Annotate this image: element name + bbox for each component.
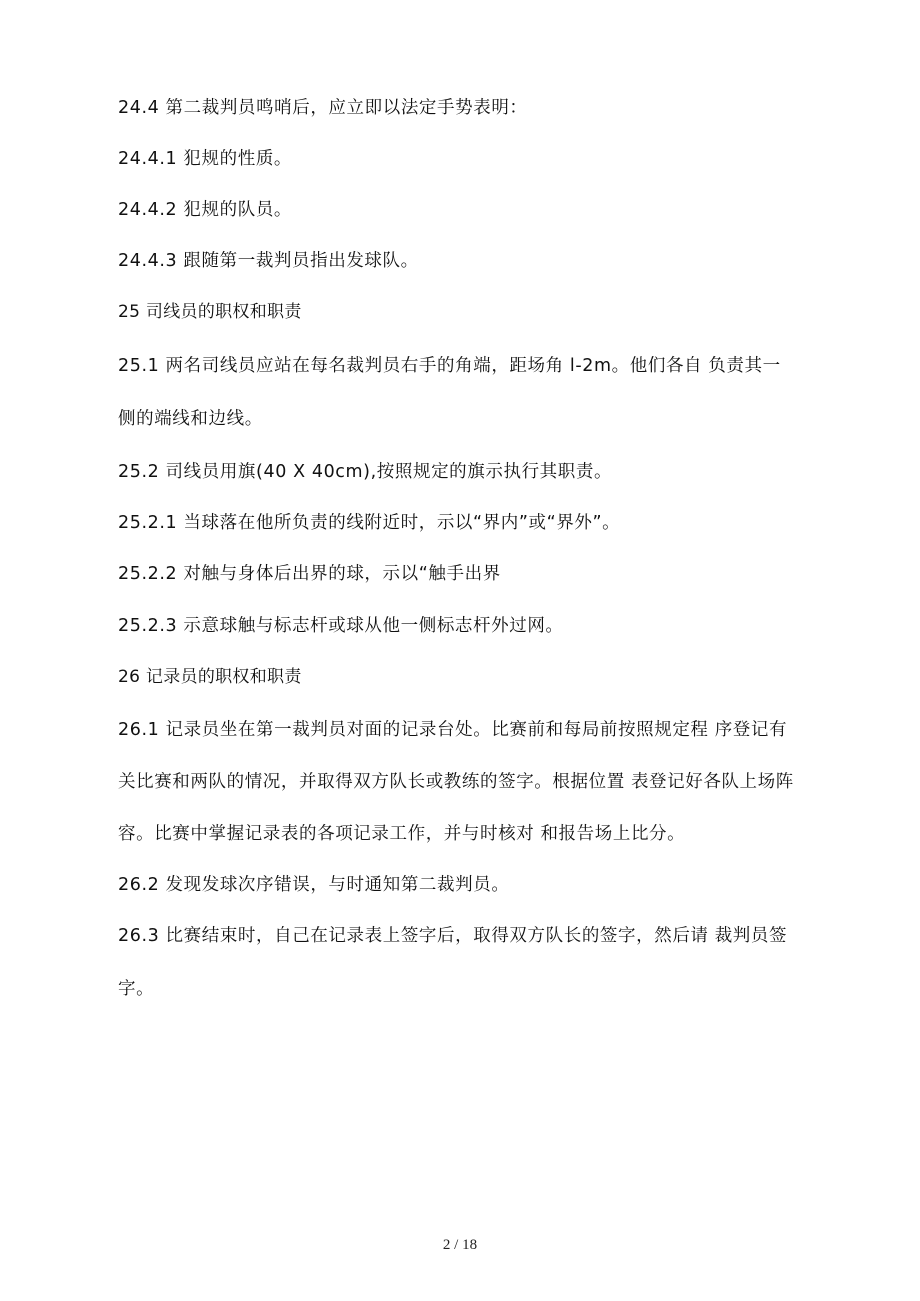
section-heading-26: 26 记录员的职权和职责 bbox=[118, 667, 302, 687]
text-line-25-2-1: 25.2.1 当球落在他所负责的线附近时，示以“界内”或“界外”。 bbox=[118, 513, 621, 533]
text-line-25-2-3: 25.2.3 示意球触与标志杆或球从他一侧标志杆外过网。 bbox=[118, 616, 564, 636]
text-line-26-2: 26.2 发现发球次序错误，与时通知第二裁判员。 bbox=[118, 875, 510, 895]
text-line-24-4-1: 24.4.1 犯规的性质。 bbox=[118, 149, 293, 169]
text-line-25-2-2: 25.2.2 对触与身体后出界的球，示以“触手出界 bbox=[118, 564, 501, 584]
section-heading-25: 25 司线员的职权和职责 bbox=[118, 302, 302, 322]
text-line-24-4-3: 24.4.3 跟随第一裁判员指出发球队。 bbox=[118, 251, 419, 271]
text-line-26-1-cont-2: 容。比赛中掌握记录表的各项记录工作，并与时核对 和报告场上比分。 bbox=[118, 824, 686, 844]
text-line-26-3: 26.3 比赛结束时，自己在记录表上签字后，取得双方队长的签字，然后请 裁判员签 bbox=[118, 926, 788, 946]
text-line-26-1: 26.1 记录员坐在第一裁判员对面的记录台处。比赛前和每局前按照规定程 序登记有 bbox=[118, 720, 788, 740]
text-line-25-2: 25.2 司线员用旗(40 X 40cm),按照规定的旗示执行其职责。 bbox=[118, 462, 613, 482]
text-line-24-4-2: 24.4.2 犯规的队员。 bbox=[118, 200, 293, 220]
text-line-25-1: 25.1 两名司线员应站在每名裁判员右手的角端，距场角 l-2m。他们各自 负责其一 bbox=[118, 356, 781, 376]
text-line-25-1-cont: 侧的端线和边线。 bbox=[118, 409, 263, 429]
page-number: 2 / 18 bbox=[442, 1237, 478, 1253]
text-line-26-1-cont-1: 关比赛和两队的情况，并取得双方队长或教练的签字。根据位置 表登记好各队上场阵 bbox=[118, 772, 794, 792]
text-line-24-4: 24.4 第二裁判员鸣哨后，应立即以法定手势表明： bbox=[118, 98, 528, 118]
text-line-26-3-cont: 字。 bbox=[118, 979, 155, 999]
